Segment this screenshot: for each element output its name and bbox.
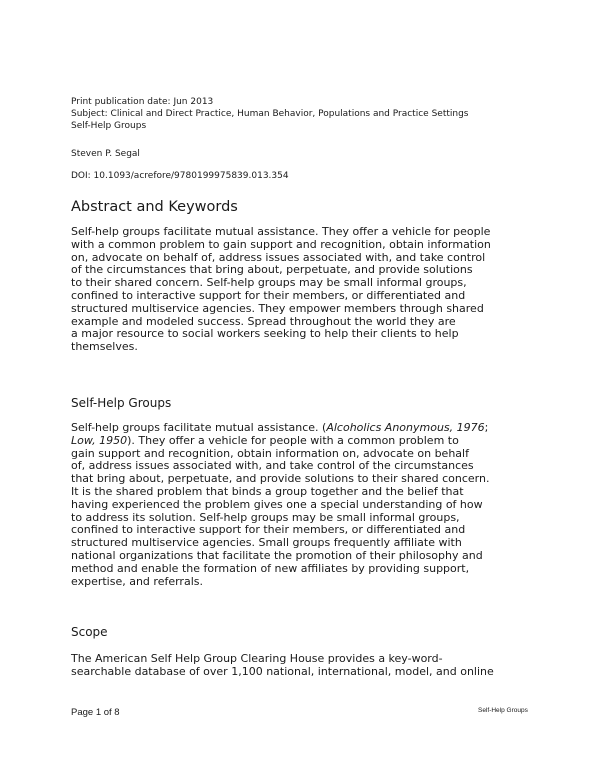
paragraph-line: searchable database of over 1,100 national, international, model, and online bbox=[71, 664, 494, 678]
paragraph-line: of, address issues associated with, and take control of the circumstances bbox=[71, 459, 474, 473]
doi-line: DOI: 10.1093/acrefore/9780199975839.013.354 bbox=[71, 171, 289, 181]
citation-link[interactable]: Alcoholics Anonymous, 1976 bbox=[326, 421, 485, 434]
abstract-line: confined to interactive support for their members, or differentiated and bbox=[71, 288, 466, 302]
paragraph-line: method and enable the formation of new affiliates by providing support, bbox=[71, 561, 470, 575]
publication-metadata bbox=[71, 96, 468, 132]
author-name: Steven P. Segal bbox=[71, 149, 140, 159]
paragraph-line bbox=[71, 435, 541, 448]
abstract-line: of the circumstances that bring about, perpetuate, and provide solutions bbox=[71, 263, 473, 277]
paragraph-line: having experienced the problem gives one a special understanding of how bbox=[71, 497, 483, 511]
abstract-line: a major resource to social workers seeking to help their clients to help bbox=[71, 327, 459, 341]
abstract-line: Self-help groups facilitate mutual assistance. They offer a vehicle for people bbox=[71, 225, 491, 238]
line-text: ; bbox=[484, 421, 489, 434]
paragraph-line: gain support and recognition, obtain information on, advocate on behalf bbox=[71, 446, 469, 460]
self-help-groups-paragraph bbox=[71, 422, 541, 588]
abstract-line: themselves. bbox=[71, 340, 138, 354]
abstract-line: to their shared concern. Self-help groups may be small informal groups, bbox=[71, 276, 467, 290]
abstract-heading: Abstract and Keywords bbox=[71, 199, 238, 215]
line-text: ). They offer a vehicle for people with a common problem to bbox=[127, 433, 459, 447]
page-number: Page 1 of 8 bbox=[71, 707, 120, 718]
paragraph-line: It is the shared problem that binds a group together and the belief that bbox=[71, 484, 464, 498]
paragraph-line: confined to interactive support for their members, or differentiated and bbox=[71, 523, 466, 537]
subject-line: Subject: Clinical and Direct Practice, Human Behavior, Populations and Practice Settings bbox=[71, 109, 469, 119]
scope-heading: Scope bbox=[71, 625, 108, 639]
citation-link[interactable]: Low, 1950 bbox=[71, 433, 128, 447]
paragraph-line: to address its solution. Self-help groups may be small informal groups, bbox=[71, 510, 460, 524]
paragraph-line: The American Self Help Group Clearing House provides a key-word- bbox=[71, 652, 443, 665]
line-text: Self-help groups facilitate mutual assistance. ( bbox=[71, 421, 327, 434]
publication-date: Print publication date: Jun 2013 bbox=[71, 97, 214, 107]
abstract-line: on, advocate on behalf of, address issues associated with, and take control bbox=[71, 250, 486, 264]
paragraph-line: that bring about, perpetuate, and provide solutions to their shared concern. bbox=[71, 472, 490, 486]
running-title: Self-Help Groups bbox=[478, 707, 528, 714]
paragraph-line: national organizations that facilitate the promotion of their philosophy and bbox=[71, 548, 483, 562]
self-help-groups-heading: Self-Help Groups bbox=[71, 396, 172, 410]
abstract-line: example and modeled success. Spread throughout the world they are bbox=[71, 314, 456, 328]
paragraph-line: expertise, and referrals. bbox=[71, 574, 203, 588]
article-title: Self-Help Groups bbox=[71, 121, 147, 131]
scope-paragraph bbox=[71, 653, 541, 679]
paragraph-line: structured multiservice agencies. Small groups frequently affiliate with bbox=[71, 536, 462, 550]
abstract-line: structured multiservice agencies. They empower members through shared bbox=[71, 301, 484, 315]
abstract-line: with a common problem to gain support and recognition, obtain information bbox=[71, 237, 491, 251]
abstract-paragraph bbox=[71, 226, 541, 354]
